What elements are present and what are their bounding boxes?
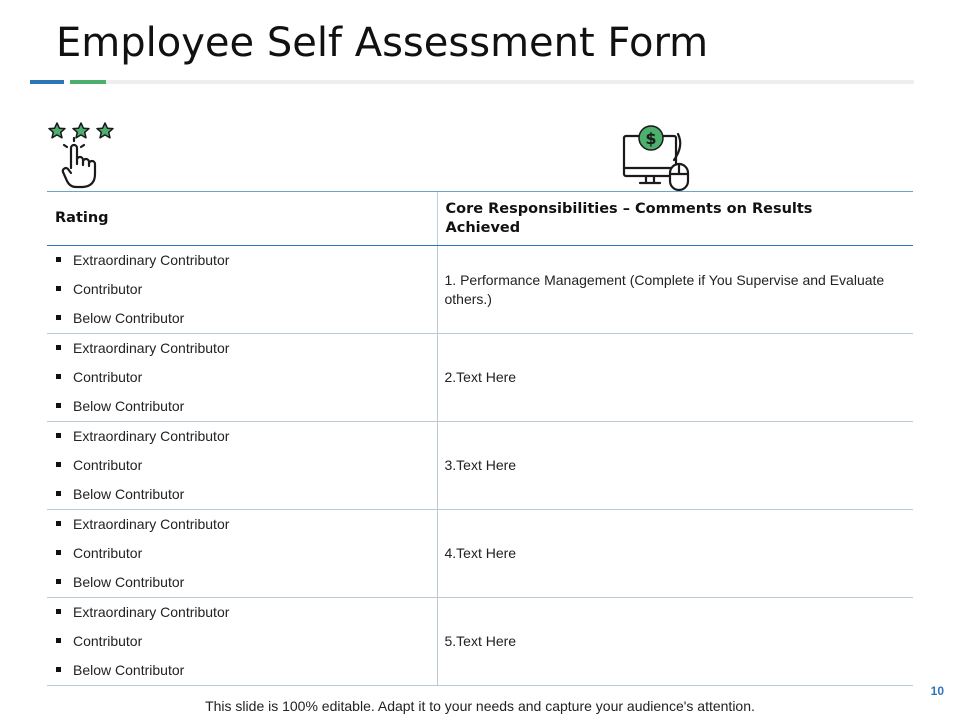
rating-cell [47,422,437,510]
bullet-icon [56,638,61,643]
table-row [47,510,913,598]
title-accent-blue [30,80,64,84]
rating-cell [47,246,437,334]
rating-option: Contributor [56,451,437,480]
bullet-icon [56,579,61,584]
table-header-row [47,192,913,246]
rating-option: Below Contributor [56,480,437,509]
bullet-icon [56,521,61,526]
rating-option: Below Contributor [56,304,437,333]
title-underline [106,80,914,84]
bullet-icon [56,462,61,467]
rating-cell [47,598,437,686]
hand-pointing-at-stars-icon [46,120,116,190]
rating-option: Extraordinary Contributor [56,422,437,451]
svg-text:$: $ [645,129,657,148]
rating-option: Contributor [56,363,437,392]
monitor-dollar-mouse-icon [620,124,692,192]
comment-cell: 1. Performance Management (Complete if You Supervise and Evaluate others.) [437,246,913,334]
rating-option: Below Contributor [56,568,437,597]
bullet-icon [56,609,61,614]
bullet-icon [56,374,61,379]
comment-cell: 5.Text Here [437,598,913,686]
table-row [47,246,913,334]
comment-cell: 4.Text Here [437,510,913,598]
comment-cell: 2.Text Here [437,334,913,422]
rating-option: Extraordinary Contributor [56,510,437,539]
table-row [47,598,913,686]
rating-option: Below Contributor [56,656,437,685]
bullet-icon [56,315,61,320]
table-row [47,422,913,510]
assessment-table [47,191,913,686]
rating-option: Extraordinary Contributor [56,598,437,627]
page-title: Employee Self Assessment Form [56,20,709,66]
bullet-icon [56,433,61,438]
bullet-icon [56,491,61,496]
title-accent-green [70,80,106,84]
bullet-icon [56,403,61,408]
rating-cell [47,334,437,422]
bullet-icon [56,345,61,350]
rating-option: Contributor [56,539,437,568]
comments-column-header: Core Responsibilities – Comments on Results Achieved [437,192,913,246]
rating-option: Extraordinary Contributor [56,246,437,275]
rating-option: Contributor [56,627,437,656]
bullet-icon [56,286,61,291]
table-row [47,334,913,422]
bullet-icon [56,667,61,672]
page-number: 10 [930,684,944,698]
rating-option: Below Contributor [56,392,437,421]
rating-option: Contributor [56,275,437,304]
bullet-icon [56,550,61,555]
rating-cell [47,510,437,598]
rating-column-header: Rating [47,192,437,246]
rating-option: Extraordinary Contributor [56,334,437,363]
comment-cell: 3.Text Here [437,422,913,510]
footer-note: This slide is 100% editable. Adapt it to your needs and capture your audience's attention. [205,698,755,714]
bullet-icon [56,257,61,262]
